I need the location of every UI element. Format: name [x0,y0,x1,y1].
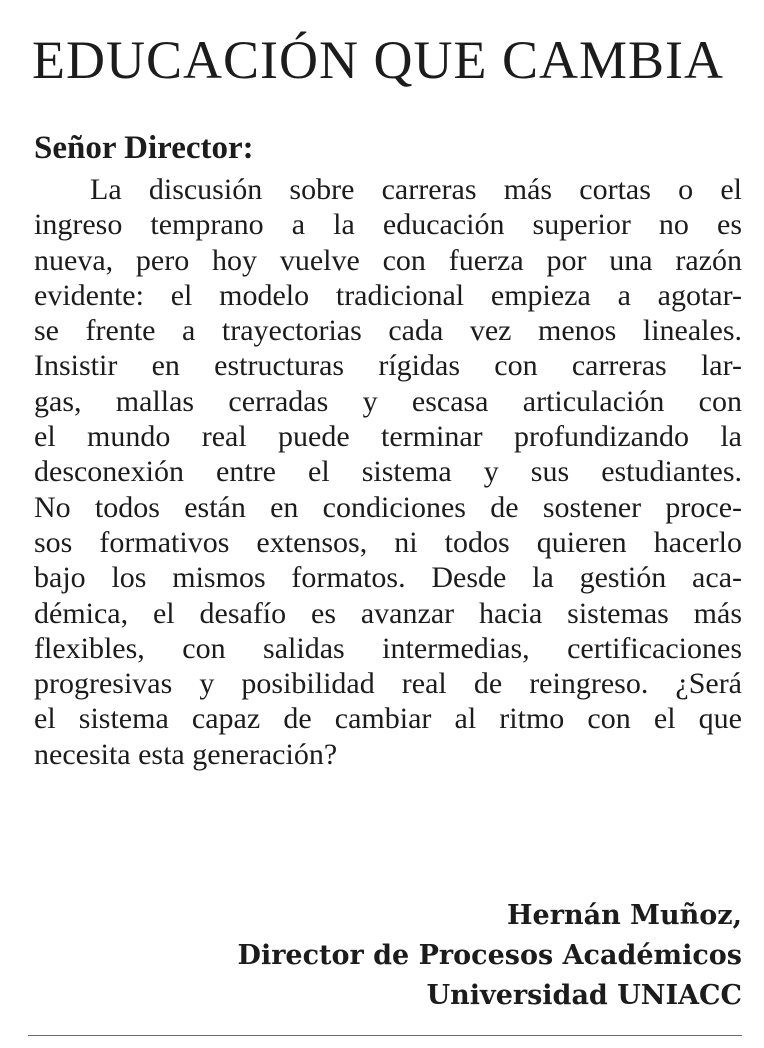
body-line: démica, el desafío es avanzar hacia sistemas más [34,596,742,630]
signature-name: Hernán Muñoz, [507,900,742,931]
body-line: progresivas y posibilidad real de reingreso. ¿Será [34,667,742,701]
salutation: Señor Director: [34,130,254,166]
body-line: evidente: el modelo tradicional empieza a agotar- [34,278,742,312]
signature-position: Director de Procesos Académicos [237,940,742,971]
body-line: desconexión entre el sistema y sus estudiantes. [34,455,742,489]
letter-body [34,172,742,772]
body-line: ingreso temprano a la educación superior no es [34,208,742,242]
body-line: Insistir en estructuras rígidas con carreras lar- [34,349,742,383]
body-line: el mundo real puede terminar profundizando la [34,420,742,454]
body-line: necesita esta generación? [34,737,338,771]
body-line: bajo los mismos formatos. Desde la gestión aca- [34,561,742,595]
body-line: flexibles, con salidas intermedias, certificaciones [34,631,742,665]
bottom-divider [28,1035,742,1036]
letter-title: EDUCACIÓN QUE CAMBIA [32,30,724,90]
body-line: No todos están en condiciones de sostener proce- [34,490,742,524]
body-line: sos formativos extensos, ni todos quieren hacerlo [34,525,742,559]
signature-block [42,896,742,1016]
body-line: La discusión sobre carreras más cortas o el [90,173,742,206]
body-line: el sistema capaz de cambiar al ritmo con el que [34,702,742,736]
signature-institution: Universidad UNIACC [426,980,742,1011]
body-line: se frente a trayectorias cada vez menos lineales. [34,314,742,348]
body-line: gas, mallas cerradas y escasa articulación con [34,384,742,418]
body-line: nueva, pero hoy vuelve con fuerza por una razón [34,243,742,277]
